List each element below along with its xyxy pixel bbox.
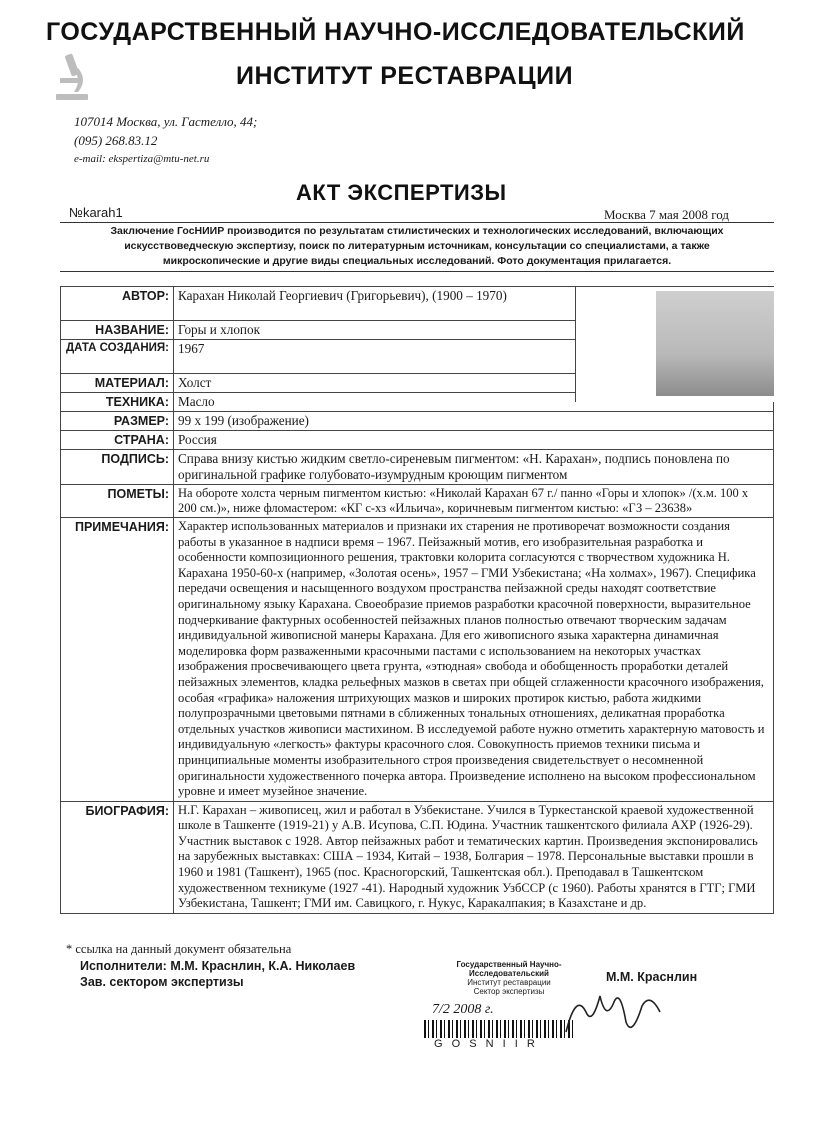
title-value: Горы и хлопок [174,321,774,340]
stamp-barcode [424,1020,574,1038]
date-label: ДАТА СОЗДАНИЯ: [61,340,174,374]
institute-email: e-mail: ekspertiza@mtu-net.ru [74,153,210,165]
notes-value: Характер использованных материалов и признаки их старения не противоречат возможности создания работы в указанное в надписи время – 1967. Пейзажный мотив, его изобразительная разработка и особенности композиционного решения, трактовки колорита согласуются с творчеством художника Н. Карахана 1950-60-х (например, «Золотая осень», 1957 – ГМИ Узбекистана; «На холмах», 1967). Специфика передачи освещения и насыщенного воздухом пространства пейзажной среды находят соответствие оригинальному языку Карахана. Своеобразие приемов разработки красочной поверхности, выразительное подчеркивание фактурных особенностей пейзажных планов полностью отвечают творческим задачам индивидуальной живописной манеры Карахана. Для его живописного языка характерна динамичная моделировка форм разваженными красочными пастами с использованием на некоторых участках изображения просвечивающего цвета грунта, «этюдная» свобода и обобщенность проработки деталей пейзажных элементов, кладка рельефных мазков в светах при общей сглаженности красочного изображения, особая «графика» наложения штрихующих мазков и широких протирок кистью, работа жидкими полупрозрачными цветовыми пятнами в сближенных тональных отношениях, деликатная проработка отдельных участков живописи мастихином. В исследуемой работе нужно отметить характерную матовость и индивидуальную «легкость» фактуры красочного слоя. Совокупность приемов техники письма и принципиальные моменты изобразительного строя произведения свидетельствует о несомненной оригинальности художественного почерка автора. Произведение исполнено на высоком профессиональном уровне и имеет музейное значение. [174,518,774,802]
bio-label: БИОГРАФИЯ: [61,801,174,913]
notes-label: ПРИМЕЧАНИЯ: [61,518,174,802]
document-date: Москва 7 мая 2008 год [604,207,730,222]
table-row [61,485,774,518]
document-title: АКТ ЭКСПЕРТИЗЫ [296,180,507,205]
executors: Исполнители: М.М. Краснлин, К.А. Николаев [80,959,356,973]
material-label: МАТЕРИАЛ: [61,374,174,393]
institute-address: 107014 Москва, ул. Гастелло, 44; [74,114,258,129]
head-of-sector: Зав. сектором экспертизы [80,975,244,989]
title-label: НАЗВАНИЕ: [61,321,174,340]
signature-value: Справа внизу кистью жидким светло-сиреневым пигментом: «Н. Карахан», подпись поновлена по оригинальной графике голубовато-изумрудным кроющим пигментом [174,450,774,485]
country-label: СТРАНА: [61,431,174,450]
footnote: * ссылка на данный документ обязательна [66,942,292,956]
technique-value: Масло [174,393,774,412]
intro-note-line: микроскопические и другие виды специальных исследований. Фото документация прилагается. [162,255,672,267]
stamp-line: Сектор экспертизы [473,987,545,996]
author-value: Карахан Николай Георгиевич (Григорьевич), (1900 – 1970) [174,287,774,321]
intro-note-line: Заключение ГосНИИР производится по результатам стилистических и технологических исследований, включающих [110,225,724,237]
size-label: РАЗМЕР: [61,412,174,431]
artwork-photo-cell [575,287,774,402]
intro-note-box [60,222,774,272]
material-value: Холст [174,374,774,393]
size-value: 99 x 199 (изображение) [174,412,774,431]
bio-value: Н.Г. Карахан – живописец, жил и работал в Узбекистане. Учился в Туркестанской краевой художественной школе в Ташкенте (1919-21) у А.В. Исупова, С.П. Юдина. Участник ташкентского филиала АХР (1926-29). Участник выставок с 1928. Автор пейзажных работ и тематических картин. Произведения экспонировались на зарубежных выставках: США – 1934, Китай – 1938, Болгария – 1978. Персональные выставки прошли в 1960 и 1981 (Ташкент), 1965 (пос. Красногорский, Ташкентская обл.). Преподавал в Ташкентском художественном техникуме (1927 -41). Народный художник УзбССР (с 1960). Работы хранятся в ГТГ; ГМИ Узбекистана, Ташкент; ГМИ им. Савицкого, г. Нукус, Каракалпакия; в Казахстане и др. [174,801,774,913]
signature-label: ПОДПИСЬ: [61,450,174,485]
table-row [61,518,774,802]
table-row [61,431,774,450]
author-label: АВТОР: [61,287,174,321]
artwork-photo [656,291,774,396]
table-row [61,412,774,431]
institute-name-line1: ГОСУДАРСТВЕННЫЙ НАУЧНО-ИССЛЕДОВАТЕЛЬСКИЙ [46,18,745,46]
table-row [61,450,774,485]
stamp-line: Институт реставрации [467,978,551,987]
institute-name-line2: ИНСТИТУТ РЕСТАВРАЦИИ [236,62,574,90]
stamp-code: G O S N I I R [434,1038,538,1050]
table-row [61,801,774,913]
stamp-date: 7/2 2008 г. [432,1002,494,1017]
intro-note-line: искусствоведческую экспертизу, поиск по литературным источникам, консультации со специалистами, а также [124,240,710,252]
signer-name: М.М. Краснлин [606,970,698,984]
institute-phone: (095) 268.83.12 [74,133,158,148]
technique-label: ТЕХНИКА: [61,393,174,412]
document-number: №karah1 [69,205,123,220]
country-value: Россия [174,431,774,450]
handwritten-signature-icon [556,982,676,1042]
stamp-line: Государственный Научно-Исследовательский [456,960,562,978]
microscope-logo-icon [52,50,92,102]
marks-label: ПОМЕТЫ: [61,485,174,518]
date-value: 1967 [174,340,774,374]
marks-value: На обороте холста черным пигментом кистью: «Николай Карахан 67 г./ панно «Горы и хлопок» /(х.м. 100 х 200 см.)», ниже фломастером: «КГ с-хз «Ильича», коричневым пигментом кистью: «ГЗ – 23638» [174,485,774,518]
